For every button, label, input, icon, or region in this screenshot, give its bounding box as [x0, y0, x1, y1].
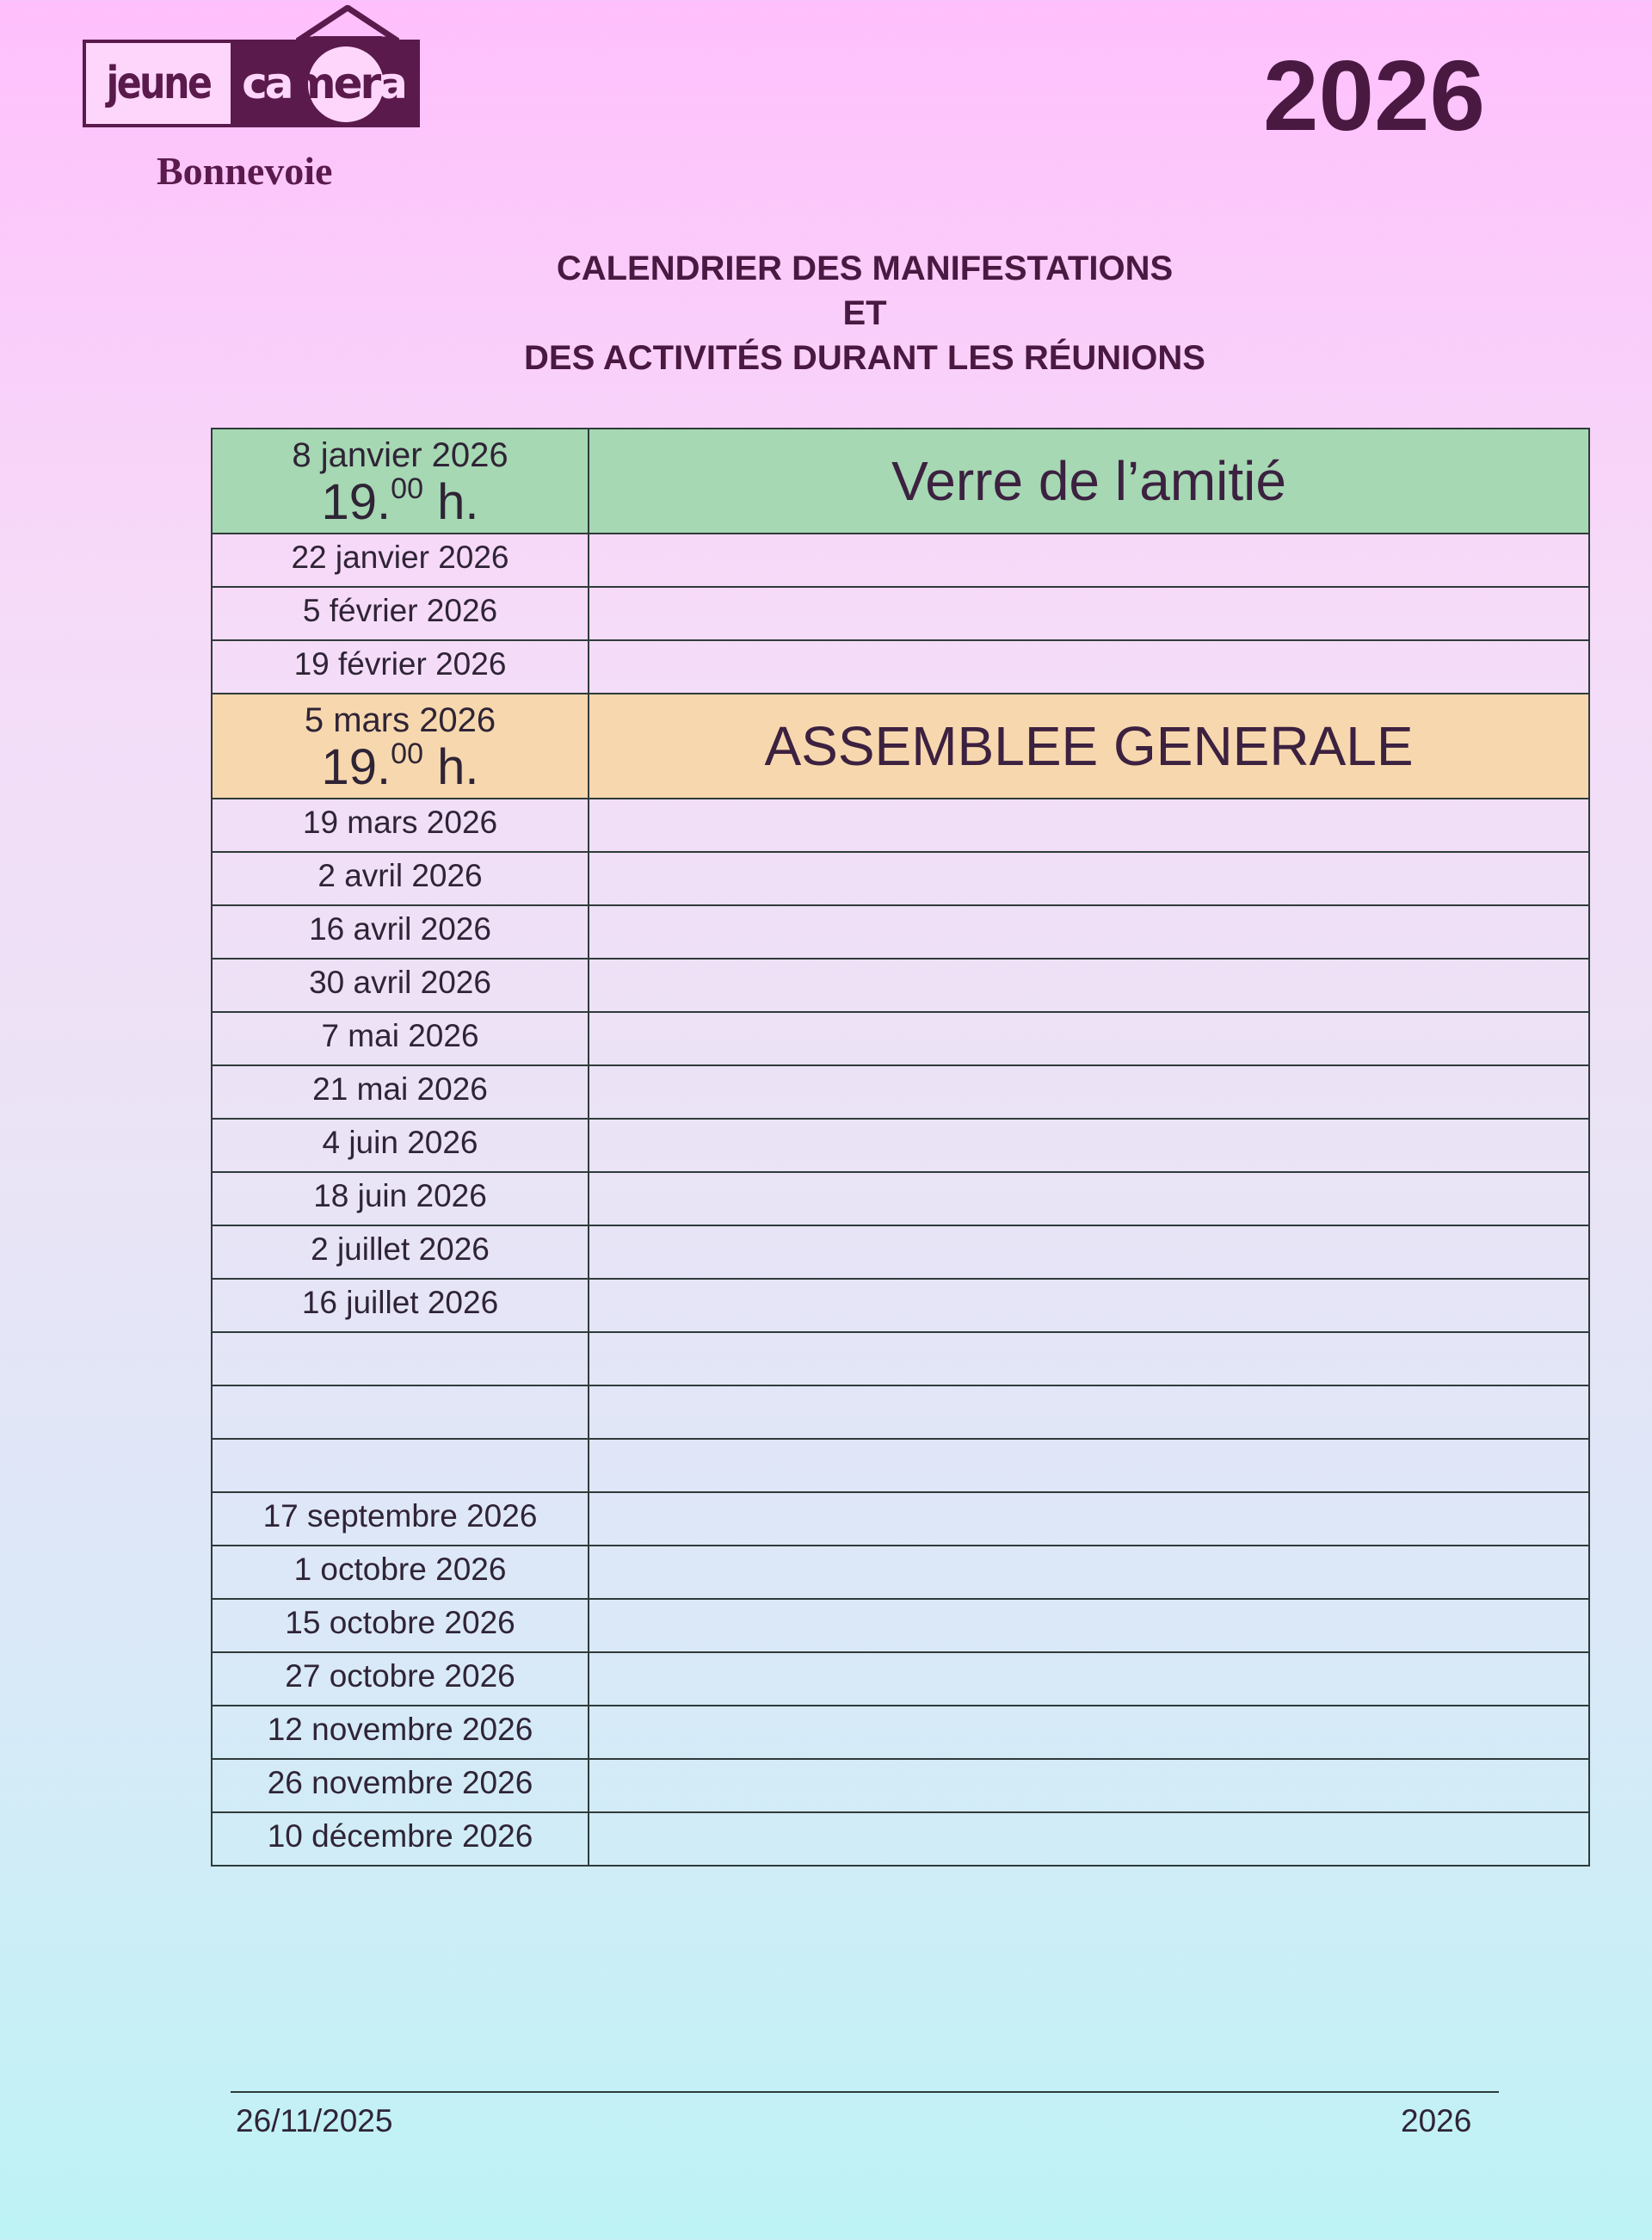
event-cell: [589, 905, 1589, 959]
date-cell: [212, 1332, 589, 1385]
date-cell: 26 novembre 2026: [212, 1759, 589, 1812]
event-cell: [589, 640, 1589, 694]
event-cell: [589, 1492, 1589, 1546]
date-cell: 30 avril 2026: [212, 959, 589, 1012]
event-cell: [589, 1332, 1589, 1385]
table-row: [212, 1812, 1589, 1866]
event-cell: [589, 534, 1589, 587]
date-cell: 17 septembre 2026: [212, 1492, 589, 1546]
date-cell: 12 novembre 2026: [212, 1706, 589, 1759]
table-row: [212, 1706, 1589, 1759]
date-text: 5 mars 2026: [304, 701, 496, 739]
event-cell: [589, 959, 1589, 1012]
page-title: [0, 246, 1652, 380]
date-cell: 19 mars 2026: [212, 799, 589, 852]
date-cell: 16 juillet 2026: [212, 1279, 589, 1332]
table-row: [212, 1385, 1589, 1439]
date-cell: 1 octobre 2026: [212, 1546, 589, 1599]
table-row: [212, 640, 1589, 694]
logo-word-camera-part3: a: [379, 59, 405, 108]
title-line-2: ET: [842, 294, 887, 332]
table-row: [212, 534, 1589, 587]
table-row: [212, 1759, 1589, 1812]
table-row: [212, 1332, 1589, 1385]
event-cell: ASSEMBLEE GENERALE: [589, 694, 1589, 799]
event-cell: [589, 799, 1589, 852]
date-cell: 19 février 2026: [212, 640, 589, 694]
table-row: [212, 959, 1589, 1012]
date-cell: [212, 1439, 589, 1492]
table-row: [212, 429, 1589, 534]
event-cell: [589, 1065, 1589, 1119]
table-row: [212, 1439, 1589, 1492]
table-row: [212, 799, 1589, 852]
table-row: [212, 1012, 1589, 1065]
date-cell: 21 mai 2026: [212, 1065, 589, 1119]
date-cell: 15 octobre 2026: [212, 1599, 589, 1652]
location-label: Bonnevoie: [157, 149, 333, 193]
event-cell: [589, 1439, 1589, 1492]
event-cell: [589, 1012, 1589, 1065]
table-row: [212, 1546, 1589, 1599]
event-cell: [589, 1279, 1589, 1332]
logo-word-jeune: jeune: [106, 58, 211, 109]
event-cell: [589, 852, 1589, 905]
date-cell: 7 mai 2026: [212, 1012, 589, 1065]
table-row: [212, 1279, 1589, 1332]
calendar-table: [211, 428, 1590, 1867]
table-row: [212, 1119, 1589, 1172]
jeune-camera-logo: [83, 5, 423, 127]
page-year: 2026: [1263, 40, 1486, 151]
event-cell: [589, 1225, 1589, 1279]
event-cell: [589, 1812, 1589, 1866]
date-cell: 22 janvier 2026: [212, 534, 589, 587]
table-row: [212, 1652, 1589, 1706]
date-cell: 2 juillet 2026: [212, 1225, 589, 1279]
event-cell: [589, 1599, 1589, 1652]
date-cell: 27 octobre 2026: [212, 1652, 589, 1706]
date-cell: 5 février 2026: [212, 587, 589, 640]
event-cell: [589, 1385, 1589, 1439]
event-cell: [589, 1759, 1589, 1812]
logo-word-camera-part1: ca: [242, 59, 292, 108]
table-row: [212, 694, 1589, 799]
footer-date: 26/11/2025: [236, 2103, 393, 2138]
table-row: [212, 1599, 1589, 1652]
footer-year: 2026: [1401, 2103, 1472, 2138]
event-cell: [589, 1706, 1589, 1759]
time-text: 19.00 h.: [321, 737, 479, 795]
footer-divider: [231, 2091, 1499, 2093]
date-text: 8 janvier 2026: [292, 436, 509, 474]
event-cell: [589, 1119, 1589, 1172]
table-row: [212, 1172, 1589, 1225]
table-row: [212, 905, 1589, 959]
table-row: [212, 1065, 1589, 1119]
date-cell: [212, 429, 589, 534]
logo-word-camera-part2: mer: [291, 59, 379, 108]
event-cell: [589, 1546, 1589, 1599]
date-cell: [212, 694, 589, 799]
table-row: [212, 1225, 1589, 1279]
date-cell: [212, 1385, 589, 1439]
logo-frame: [83, 40, 420, 127]
title-line-1: CALENDRIER DES MANIFESTATIONS: [556, 250, 1174, 287]
date-cell: 4 juin 2026: [212, 1119, 589, 1172]
table-row: [212, 1492, 1589, 1546]
time-text: 19.00 h.: [321, 472, 479, 530]
date-cell: 18 juin 2026: [212, 1172, 589, 1225]
event-cell: [589, 1172, 1589, 1225]
event-cell: [589, 587, 1589, 640]
date-cell: 16 avril 2026: [212, 905, 589, 959]
date-cell: 2 avril 2026: [212, 852, 589, 905]
title-line-3: DES ACTIVITÉS DURANT LES RÉUNIONS: [524, 339, 1205, 377]
event-cell: Verre de l’amitié: [589, 429, 1589, 534]
table-row: [212, 587, 1589, 640]
date-cell: 10 décembre 2026: [212, 1812, 589, 1866]
event-cell: [589, 1652, 1589, 1706]
table-row: [212, 852, 1589, 905]
